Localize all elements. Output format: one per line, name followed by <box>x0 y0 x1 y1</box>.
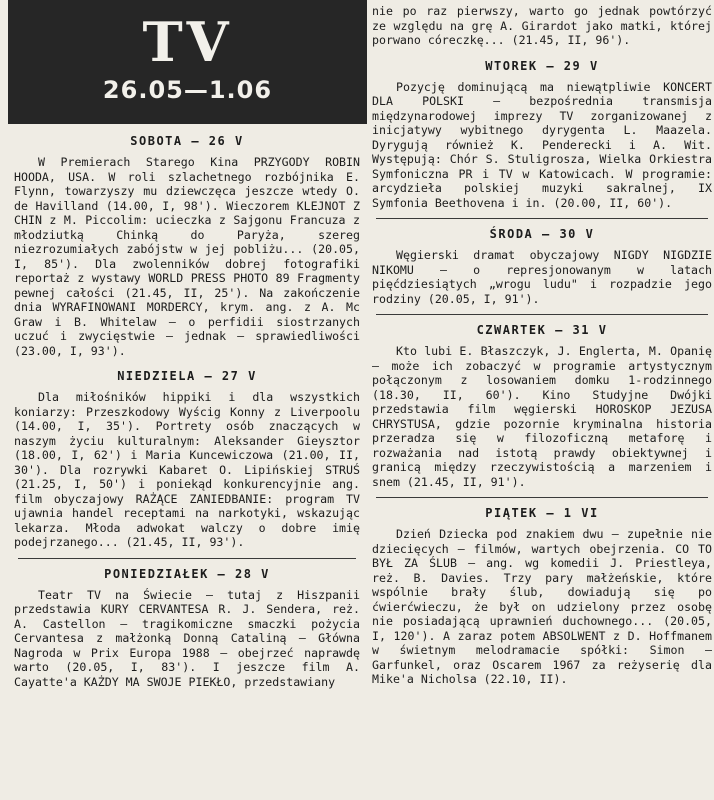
section-divider <box>376 497 708 498</box>
program-entry-poniedzialek: Teatr TV na Świecie — tutaj z Hiszpanii przedstawia KURY CERVANTESA R. J. Sendera, reż. A. Castellon — tragikomiczne smaczki pożycia Cervantesa z małżonką Donną Cataliną — Główna Nagroda w Prix Europa 1988 — obejrzeć naprawdę warto (20.05, I, 83'). I jeszcze film A. Cayatte'a KAŻDY MA SWOJE PIEKŁO, przedstawiany <box>14 587 360 689</box>
day-heading-piatek: PIĄTEK — 1 VI <box>485 506 599 520</box>
day-heading-wtorek: WTOREK — 29 V <box>485 58 599 73</box>
program-entry-niedziela: Dla miłośników hippiki i dla wszystkich koniarzy: Przeszkodowy Wyścig Konny z Liverpoolu (14.00, I, 35'). Portrety osób znaczących w naszym życiu kulturalnym: Aleksander Gieysztor (18.00, I, 62') i Maria Kuncewiczowa (21.00, II, 30'). Dla rozrywki Kabaret O. Lipińskiej STRUŚ (21.25, I, 50') i poniekąd konkurencyjnie ang. film obyczajowy RAŻĄCE ZANIEDBANIE: program TV ujawnia handel receptami na narkotyki, wskazując lekarza. Młoda adwokat walczy o dobre imię podejrzanego... (21.45, II, 93'). <box>14 390 360 549</box>
program-entry-wtorek: Pozycję dominującą ma niewątpliwie KONCERT DLA POLSKI — bezpośrednia transmisja międzynarodowej imprezy TV zorganizowanej z inicjatywy wybitnego dyrygenta L. Maazela. Dyrygują również K. Penderecki i A. Wit. Występują: Chór S. Stuligrosza, Wielka Orkiestra Symfoniczna PR i TV w Katowicach. W programie: arcydzieła polskiej muzyki sakralnej, IX Symfonia Beethovena i in. (20.00, II, 60'). <box>372 79 712 210</box>
header-dates: 26.05—1.06 <box>102 76 273 104</box>
tv-header-block <box>8 0 367 124</box>
day-heading-czwartek: CZWARTEK — 31 V <box>476 323 608 337</box>
program-entry-czwartek: Kto lubi E. Błaszczyk, J. Englerta, M. Opanię — może ich zobaczyć w programie artystycznym połączonym z losowaniem domku 1-rodzinnego (18.30, II, 60'). Kino Studyjne Dwójki przedstawia film węgierski HOROSKOP JEZUSA CHRYSTUSA, gdzie pozornie kryminalna historia przeradza się w filozoficzną metaforę i rozważania nad istotą prawdy obiektywnej i granicą między rzeczywistością a marzeniem i snem (21.45, II, 91'). <box>372 344 712 489</box>
program-entry-poniedzialek-continued: nie po raz pierwszy, warto go jednak powtórzyć ze względu na grę A. Girardot jako matki, której porwano córeczkę... (21.45, II, 96'). <box>372 4 712 47</box>
day-heading-niedziela: NIEDZIELA — 27 V <box>117 369 257 383</box>
program-entry-sroda: Węgierski dramat obyczajowy NIGDY NIGDZIE NIKOMU — o represjonowanym w latach pięćdziesiątych „wrogu ludu" i rozpadzie jego rodziny (20.05, I, 91'). <box>372 248 712 306</box>
left-column <box>14 134 360 689</box>
program-entry-sobota: W Premierach Starego Kina PRZYGODY ROBIN HOODA, USA. W roli szlachetnego rozbójnika E. Flynn, towarzyszy mu dziewczęca jeszcze wtedy O. de Havilland (14.00, I, 98'). Wieczorem KLEJNOT Z CHIN z M. Piccolim: ucieczka z Sajgonu Francuza z młodziutką Chinką do Paryża, szereg niezrozumiałych zabójstw w jej pobliżu... (20.05, I, 85'). Dla zwolenników dobrej fotografiki reportaż z wystawy WORLD PRESS PHOTO 89 Fragmenty pewnej całości (21.45, II, 25'). Na zakończenie dnia WYRAFINOWANI MORDERCY, krym. ang. z A. Mc Graw i B. Whitelaw — o perfidii siostrzanych uczuć i zwycięstwie — jednak — sprawiedliwości (23.00, I, 93'). <box>14 155 360 358</box>
day-heading-sobota: SOBOTA — 26 V <box>130 134 244 148</box>
day-heading-sroda: ŚRODA — 30 V <box>489 227 595 241</box>
section-divider <box>376 314 708 315</box>
right-column <box>372 4 712 687</box>
program-entry-piatek: Dzień Dziecka pod znakiem dwu — zupełnie nie dziecięcych — filmów, wartych obejrzenia. CO TO BYŁ ZA ŚLUB — ang. wg komedii J. Priestleya, reż. B. Davies. Trzy pary małżeńskie, które wspólnie brały ślub, dowiadują się po ćwierćwieczu, że był on udzielony przez osobę nie posiadającą uprawnień duchownego... (20.05, I, 120'). A zaraz potem ABSOLWENT z D. Hoffmanem w świetnym melodramacie spółki: Simon — Garfunkel, oraz Oscarem 1967 za reżyserię dla Mike'a Nicholsa (22.10, II). <box>372 527 712 686</box>
section-divider <box>18 558 356 559</box>
day-heading-poniedzialek: PONIEDZIAŁEK — 28 V <box>104 566 270 581</box>
header-title: TV <box>142 10 233 74</box>
section-divider <box>376 218 708 219</box>
